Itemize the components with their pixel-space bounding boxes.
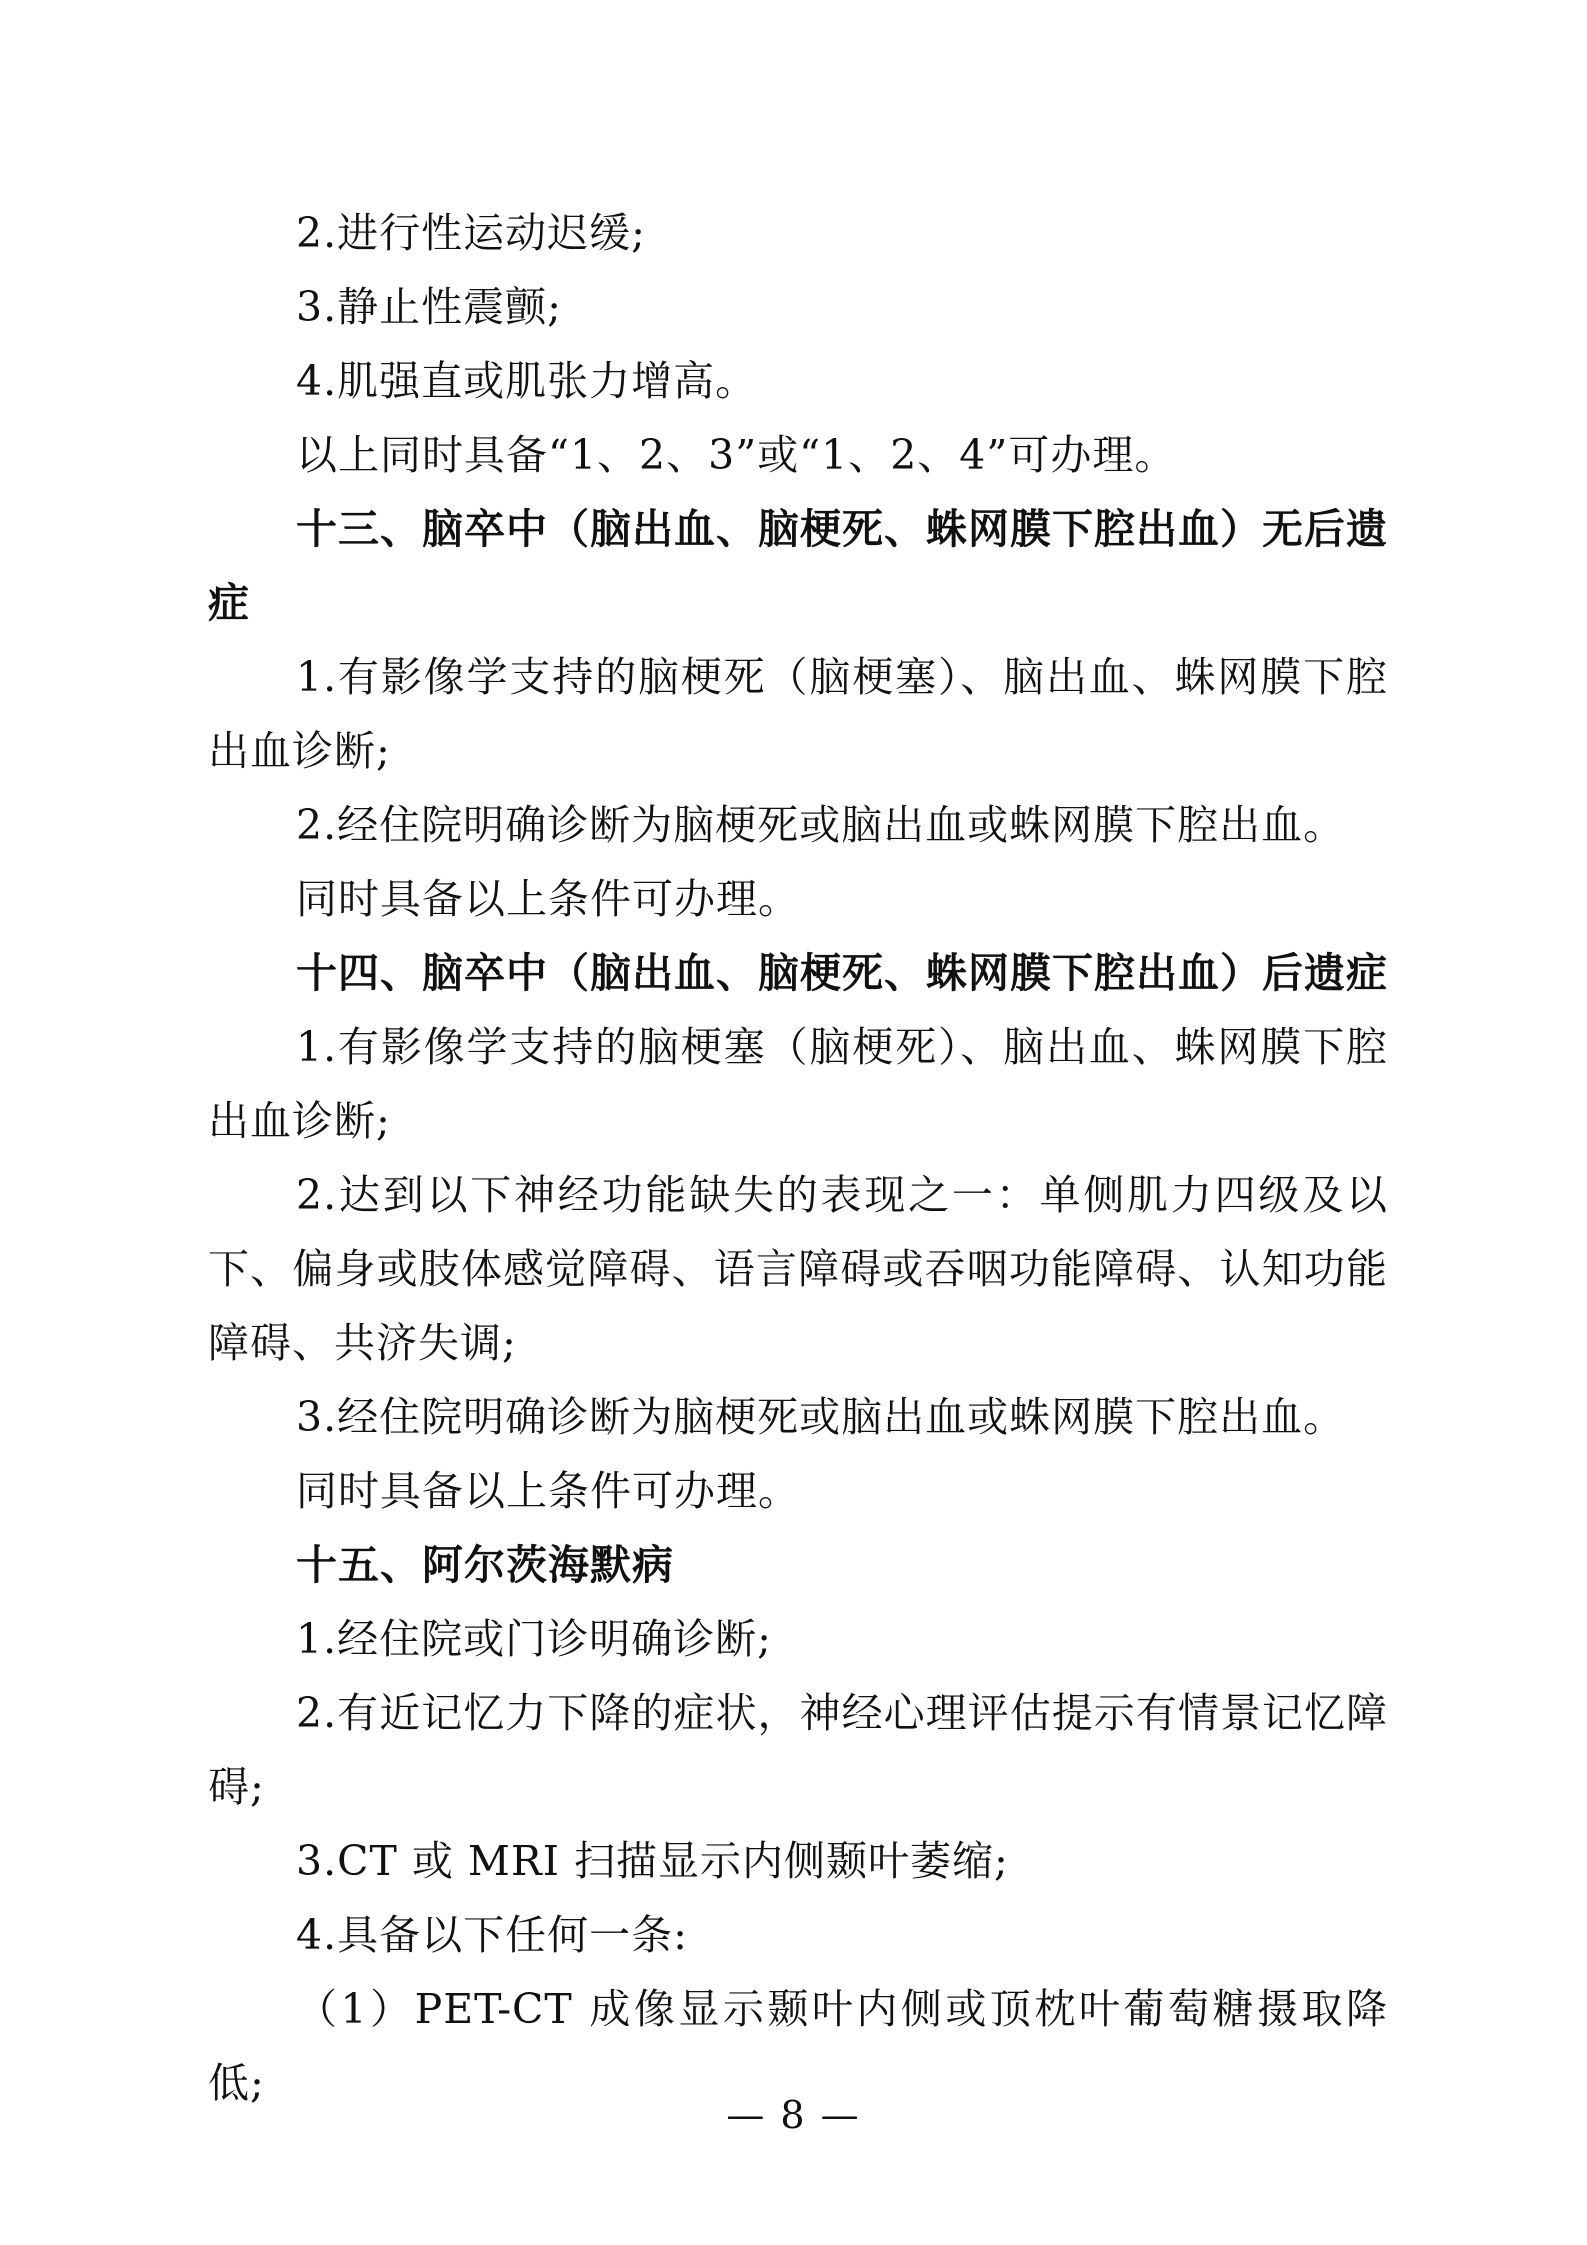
criterion-item: 3.经住院明确诊断为脑梗死或脑出血或蛛网膜下腔出血。: [296, 1393, 1346, 1441]
document-body: [208, 196, 1388, 2120]
section-heading-15: 十五、阿尔茨海默病: [296, 1541, 674, 1589]
condition-note: 同时具备以上条件可办理。: [296, 875, 800, 923]
criterion-item: 3.CT 或 MRI 扫描显示内侧颞叶萎缩;: [296, 1837, 1009, 1885]
criterion-item: 2.进行性运动迟缓;: [296, 209, 646, 257]
criterion-item: 1.经住院或门诊明确诊断;: [296, 1615, 772, 1663]
condition-note: 同时具备以上条件可办理。: [296, 1467, 800, 1515]
criterion-item: 2.经住院明确诊断为脑梗死或脑出血或蛛网膜下腔出血。: [296, 801, 1346, 849]
condition-note: 以上同时具备“1、2、3”或“1、2、4”可办理。: [296, 431, 1177, 479]
section-heading-13: 十三、脑卒中（脑出血、脑梗死、蛛网膜下腔出血）无后遗症: [208, 505, 1388, 627]
criterion-item: 2.有近记忆力下降的症状，神经心理评估提示有情景记忆障碍;: [208, 1689, 1388, 1811]
page-number: — 8 —: [726, 2093, 861, 2137]
criterion-item: 3.静止性震颤;: [296, 283, 562, 331]
criterion-item: 2.达到以下神经功能缺失的表现之一：单侧肌力四级及以下、偏身或肢体感觉障碍、语言障碍或吞咽功能障碍、认知功能障碍、共济失调;: [208, 1171, 1388, 1367]
criterion-item: 4.肌强直或肌张力增高。: [296, 357, 758, 405]
sub-criterion-item: （1）PET-CT 成像显示颞叶内侧或顶枕叶葡萄糖摄取降低;: [208, 1985, 1388, 2107]
section-heading-14: 十四、脑卒中（脑出血、脑梗死、蛛网膜下腔出血）后遗症: [296, 949, 1388, 997]
criterion-item: 1.有影像学支持的脑梗死（脑梗塞）、脑出血、蛛网膜下腔出血诊断;: [208, 653, 1388, 775]
criterion-item: 4.具备以下任何一条:: [296, 1911, 688, 1959]
criterion-item: 1.有影像学支持的脑梗塞（脑梗死）、脑出血、蛛网膜下腔出血诊断;: [208, 1023, 1388, 1145]
